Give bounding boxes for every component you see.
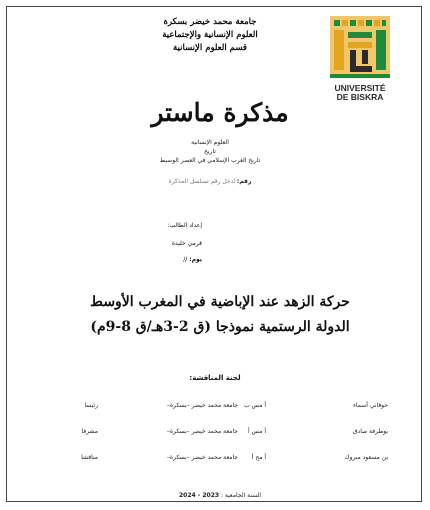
year-label: السنة الجامعية : xyxy=(220,492,262,499)
committee-member-row xyxy=(50,428,388,440)
prepared-label: إعداد الطالب: xyxy=(167,222,202,229)
logo-text-line-2: DE BISKRA xyxy=(336,92,384,102)
thesis-title-line-1: حركة الزهد عند الإباضية في المغرب الأوسط xyxy=(90,294,350,310)
member-role: رئيسا xyxy=(84,402,98,409)
member-grade: أ مس أ xyxy=(247,428,266,435)
serial-line xyxy=(90,177,330,186)
logo-text-line-1: UNIVERSITÉ xyxy=(334,83,386,93)
university-line-2: العلوم الإنسانية والإجتماعية xyxy=(162,30,258,40)
university-header xyxy=(110,16,310,55)
member-role: مناقشا xyxy=(81,454,98,461)
field-domain: العلوم الإنسانية xyxy=(191,139,229,146)
field-specialty: تاريخ الغرب الإسلامي في العصر الوسيط xyxy=(159,157,261,164)
member-institution: جامعة محمد خيضر –بسكرة– xyxy=(166,402,238,409)
university-logo-text xyxy=(320,84,400,102)
member-name: بن مسعود مبروك xyxy=(344,454,388,461)
member-role: مشرفا xyxy=(81,428,98,435)
member-institution: جامعة محمد خيضر –بسكرة– xyxy=(166,454,238,461)
member-name: بوطرفة صادق xyxy=(352,428,388,435)
date-label: يوم: xyxy=(189,256,202,263)
memo-title: مذكرة ماستر xyxy=(151,98,289,127)
student-name: قرمي خليدة xyxy=(171,240,202,247)
member-grade: أ مس ب xyxy=(244,402,266,409)
thesis-title-line-2: الدولة الرستمية نموذجا (ق 2-3هـ/ق 8-9م) xyxy=(90,319,350,335)
date-value: // xyxy=(183,256,188,263)
member-grade: أ مح أ xyxy=(251,454,266,461)
thesis-title xyxy=(70,290,370,340)
field-branch: تاريخ xyxy=(204,148,216,155)
member-institution: جامعة محمد خيضر –بسكرة– xyxy=(166,428,238,435)
serial-placeholder: ادخل رقم تسلسل المذكرة xyxy=(168,178,235,185)
year-value: 2023 - 2024 xyxy=(178,492,220,499)
date-line xyxy=(183,256,202,263)
committee-member-row xyxy=(50,402,388,414)
academic-year xyxy=(140,492,300,499)
university-line-1: جامعة محمد خيضر بسكرة xyxy=(163,17,257,27)
committee-member-row xyxy=(50,454,388,466)
field-info xyxy=(90,138,330,186)
university-line-3: قسم العلوم الإنسانية xyxy=(173,43,247,53)
serial-label: رقم: xyxy=(236,178,252,185)
member-name: حوفاني أسماء xyxy=(353,402,388,409)
committee-title: لجنة المناقشة: xyxy=(189,374,241,382)
